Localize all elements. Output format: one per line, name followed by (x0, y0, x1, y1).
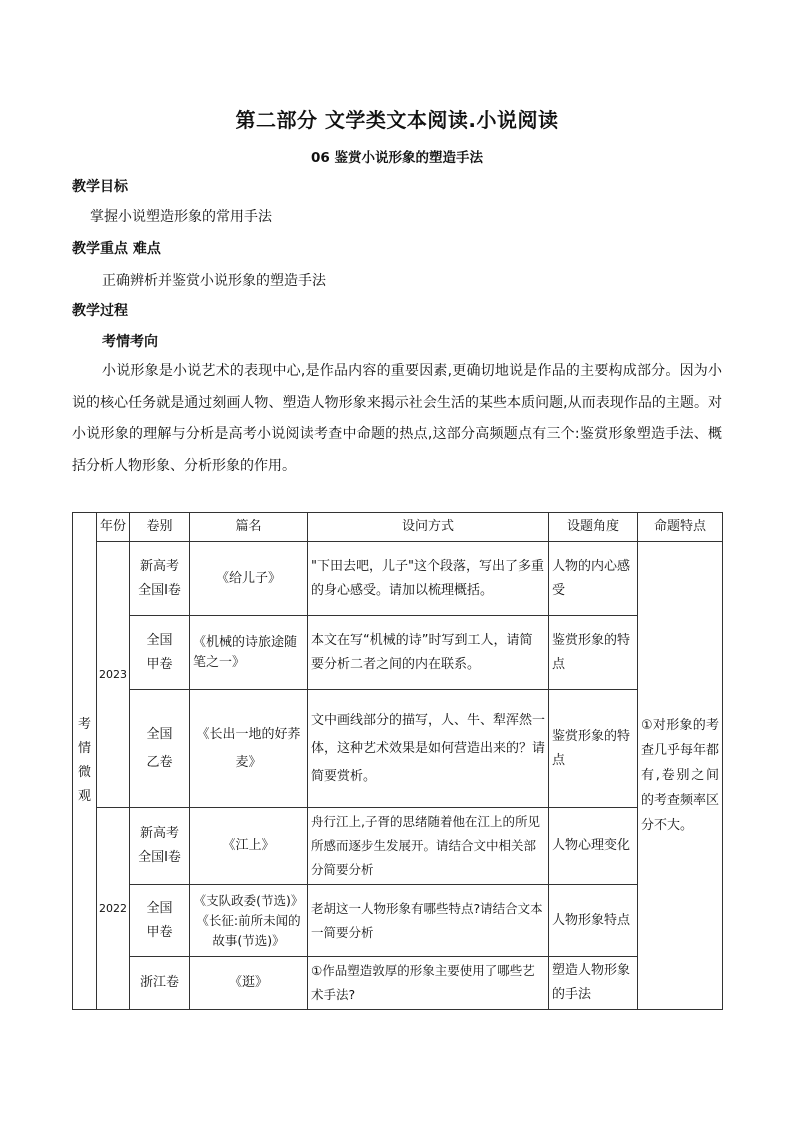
question-cell: "下田去吧，儿子"这个段落，写出了多重的身心感受。请加以梳理概括。 (308, 542, 549, 616)
year-2022: 2022 (97, 808, 130, 1010)
goal-heading: 教学目标 (72, 179, 128, 195)
paper-cell: 浙江卷 (130, 957, 190, 1010)
table-row (73, 885, 723, 957)
paper-cell: 全国 甲卷 (130, 885, 190, 957)
angle-cell: 鉴赏形象的特点 (549, 690, 638, 808)
paper-cell: 全国 甲卷 (130, 616, 190, 690)
side-label-text: 考 情 微 观 (77, 717, 91, 804)
table-row (73, 542, 723, 616)
paper-cell: 新高考 全国Ⅰ卷 (130, 542, 190, 616)
page-title: 第二部分 文学类文本阅读.小说阅读 (235, 108, 559, 132)
paper-cell: 新高考 全国Ⅰ卷 (130, 808, 190, 885)
table-row (73, 808, 723, 885)
table-row (73, 616, 723, 690)
question-cell: ①作品塑造敦厚的形象主要使用了哪些艺术手法? (308, 957, 549, 1010)
trend-paragraph: 小说形象是小说艺术的表现中心,是作品内容的重要因素,更确切地说是作品的主要构成部分。因为小说的核心任务就是通过刻画人物、塑造人物形象来揭示社会生活的某些本质问题,从而表现作品的主题。对小说形象的理解与分析是高考小说阅读考查中命题的热点,这部分高频题点有三个:鉴赏形象塑造手法、概括分析人物形象、分析形象的作用。 (72, 363, 722, 474)
header-question: 设问方式 (308, 513, 549, 542)
key-heading: 教学重点 难点 (72, 241, 161, 257)
title-cell: 《江上》 (190, 808, 308, 885)
title-cell: 《逛》 (190, 957, 308, 1010)
question-cell: 文中画线部分的描写，人、牛、犁浑然一体，这种艺术效果是如何营造出来的？请简要赏析。 (308, 690, 549, 808)
title-cell: 《给儿子》 (190, 542, 308, 616)
header-year: 年份 (97, 513, 130, 542)
angle-cell: 鉴赏形象的特点 (549, 616, 638, 690)
title-cell: 《支队政委(节选)》《长征:前所未闻的故事(节选)》 (190, 885, 308, 957)
header-angle: 设题角度 (549, 513, 638, 542)
side-label (73, 513, 97, 1010)
feature-cell: ①对形象的考查几乎每年都有,卷别之间的考查频率区分不大。 (638, 542, 723, 1010)
question-cell: 老胡这一人物形象有哪些特点?请结合文本一简要分析 (308, 885, 549, 957)
process-heading: 教学过程 (72, 303, 128, 319)
header-title: 篇名 (190, 513, 308, 542)
table-row (73, 690, 723, 808)
paper-cell: 全国 乙卷 (130, 690, 190, 808)
header-feature: 命题特点 (638, 513, 723, 542)
angle-cell: 人物的内心感受 (549, 542, 638, 616)
question-cell: 舟行江上,子胥的思绪随着他在江上的所见所感而逐步生发展开。请结合文中相关部分简要分析 (308, 808, 549, 885)
year-2023: 2023 (97, 542, 130, 808)
key-text: 正确辨析并鉴赏小说形象的塑造手法 (102, 273, 326, 289)
lesson-subtitle: 06 鉴赏小说形象的塑造手法 (311, 150, 483, 166)
angle-cell: 人物心理变化 (549, 808, 638, 885)
table-header-row (73, 513, 723, 542)
angle-cell: 人物形象特点 (549, 885, 638, 957)
table-row (73, 957, 723, 1010)
question-cell: 本文在写“机械的诗”时写到工人，请简要分析二者之间的内在联系。 (308, 616, 549, 690)
angle-cell: 塑造人物形象的手法 (549, 957, 638, 1010)
title-cell: 《机械的诗旅途随笔之一》 (190, 616, 308, 690)
trend-heading: 考情考向 (102, 334, 158, 350)
goal-text: 掌握小说塑造形象的常用手法 (90, 209, 272, 225)
exam-analysis-table (72, 512, 723, 1010)
title-cell: 《长出一地的好荞麦》 (190, 690, 308, 808)
header-paper: 卷别 (130, 513, 190, 542)
